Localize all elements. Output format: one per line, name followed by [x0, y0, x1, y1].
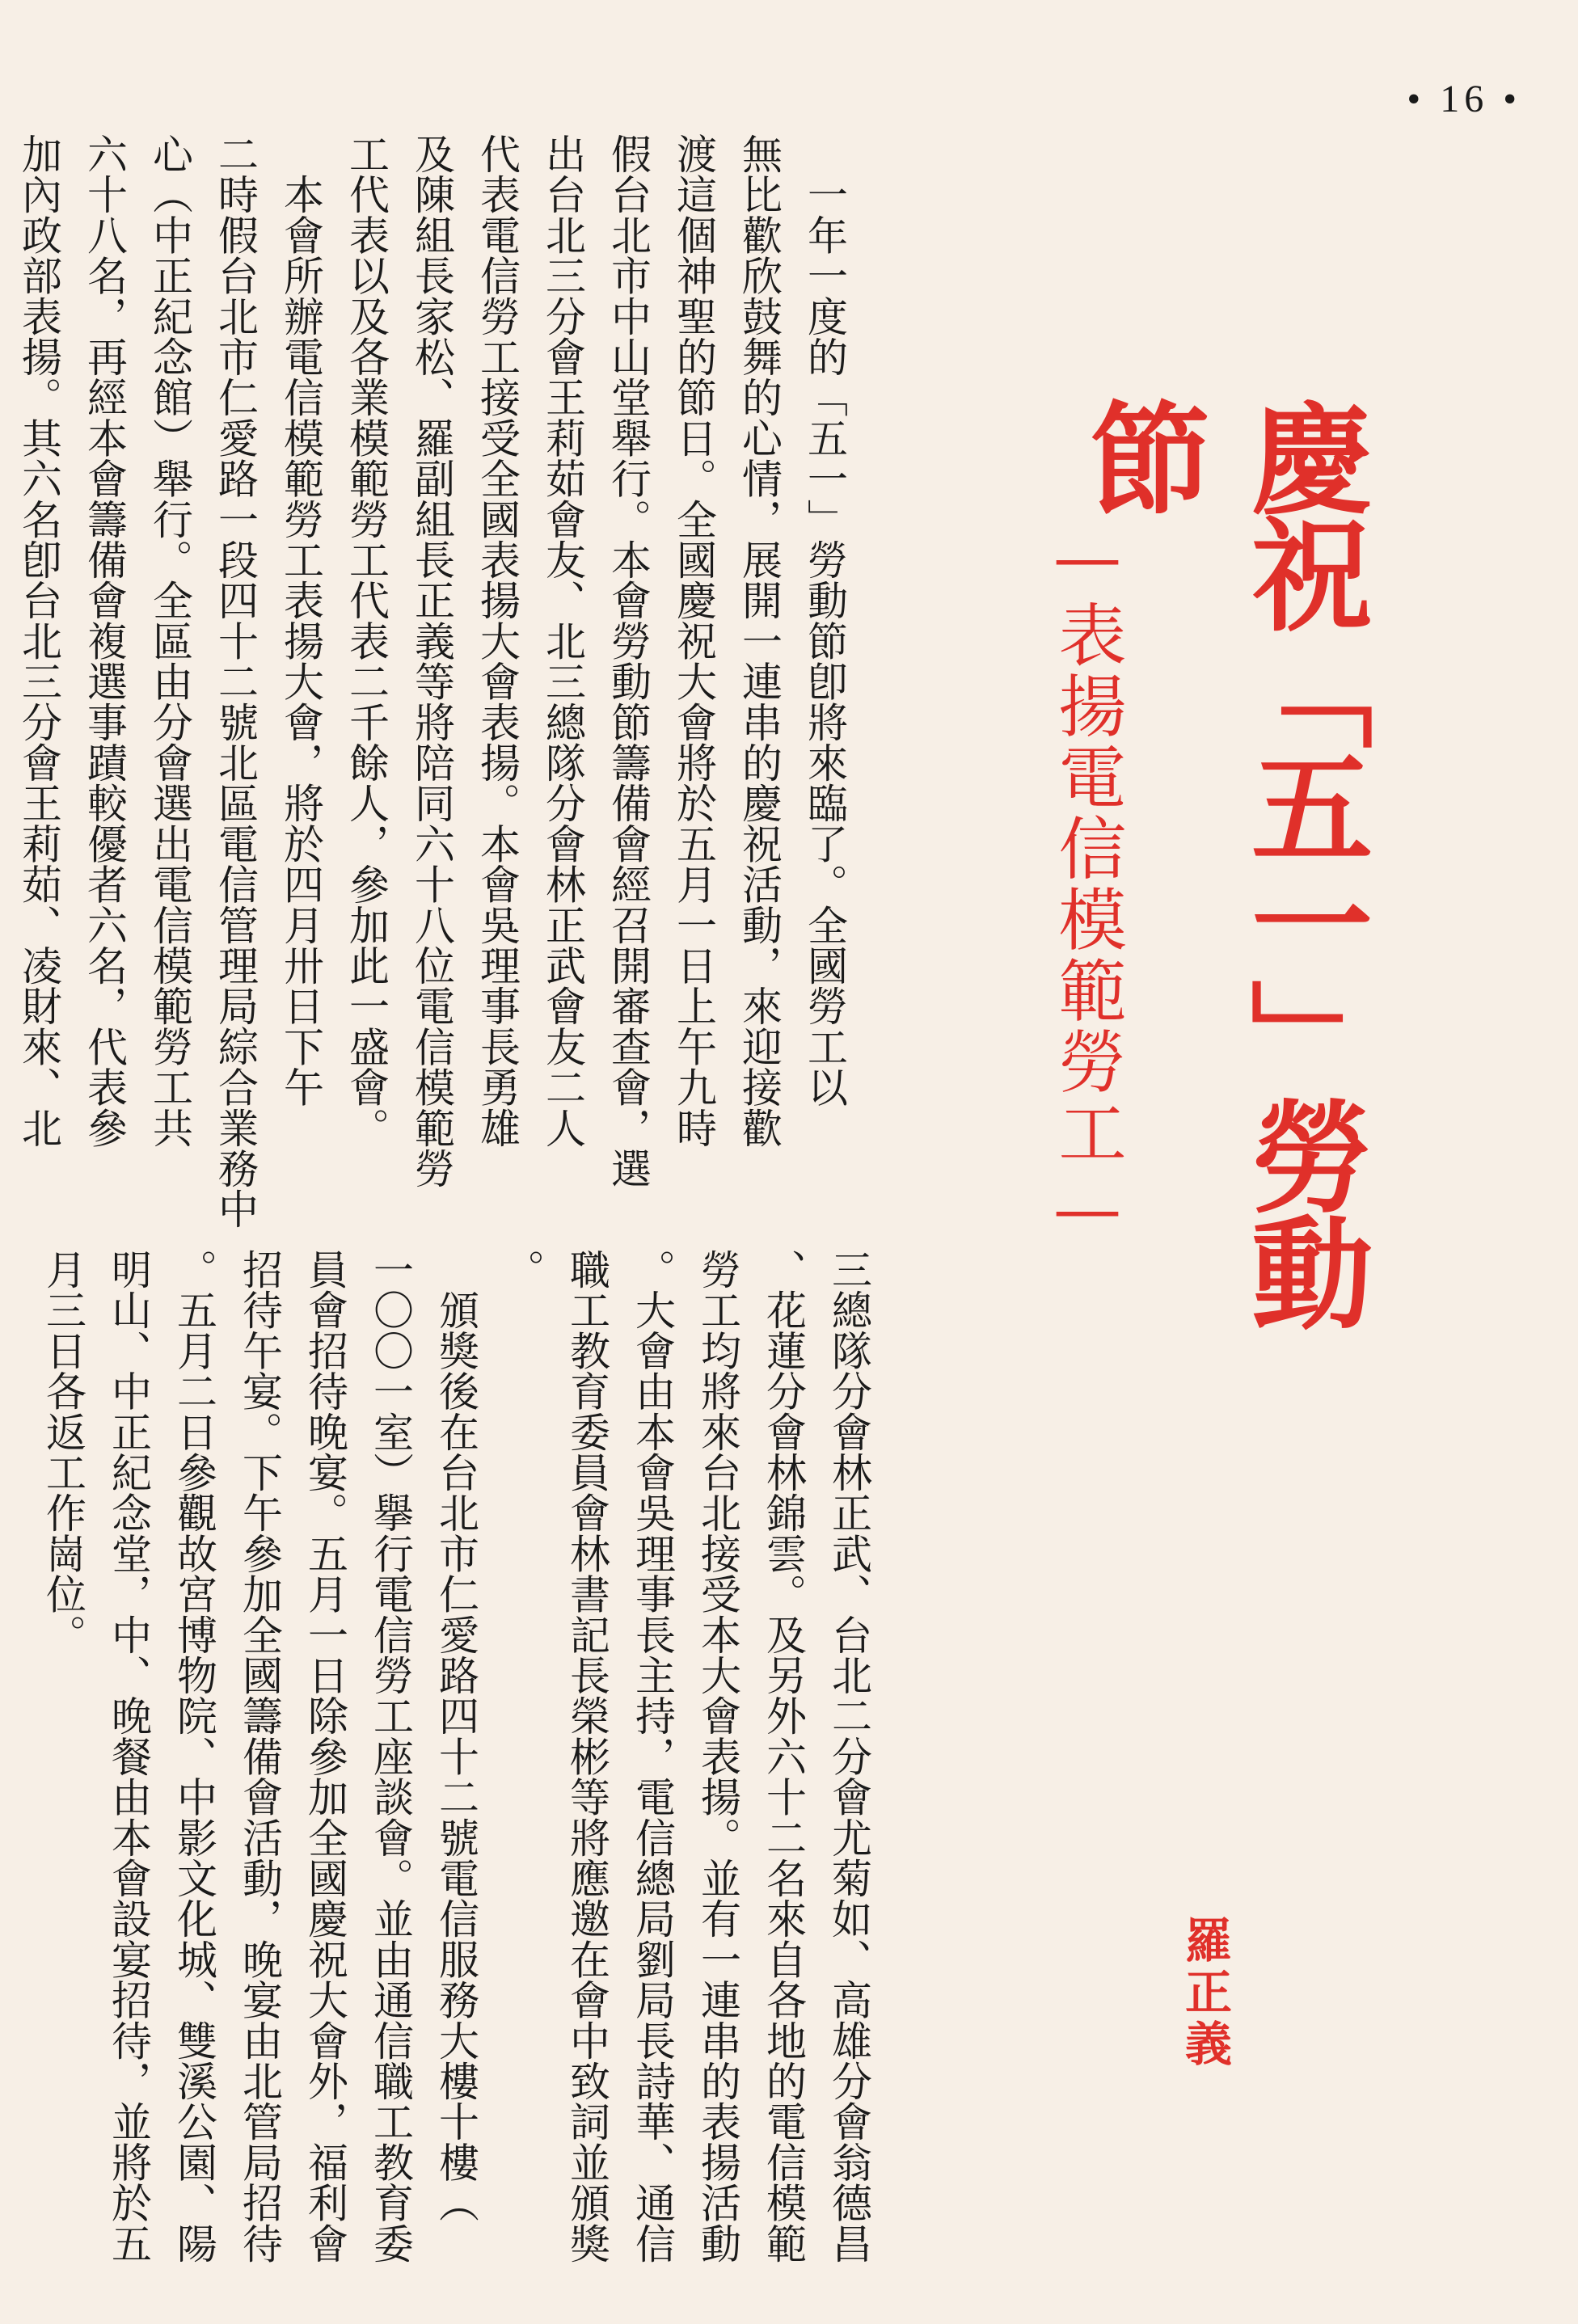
article-author: 羅正義 [1177, 1916, 1232, 2071]
article-subtitle: —表揚電信模範勞工— [1048, 517, 1127, 1251]
article-title: 慶祝「五一」勞動節 [1069, 396, 1373, 1327]
page-number: • 16 • [1407, 78, 1521, 120]
article-body-upper: 一年一度的「五一」勞動節卽將來臨了。全國勞工以 無比歡欣鼓舞的心情，展開一連串的慶祝活動，來迎接歡 渡這個神聖的節日。全國慶祝大會將於五月一日上午九時 假台北市中山堂舉行。本會勞動節籌備會經召開審查會，選 出台北三分會王莉茹會友、北三總隊分會林正武會友二人 代表電信勞工接受全國表揚大會表揚。本會吳理事長勇雄 及陳組長家松、羅副組長正義等將陪同六十八位電信模範勞 工代表以及各業模範勞工代表二千餘人，參加此一盛會。 本會所辦電信模範勞工表揚大會，將於四月卅日下午 二時假台北市仁愛路一段四十二號北區電信管理局綜合業務中 心（中正紀念館）舉行。全區由分會選出電信模範勞工共 六十八名，再經本會籌備會複選事蹟較優者六名，代表參 加內政部表揚。其六名卽台北三分會王莉茹、凌財來、北 [15, 133, 848, 1229]
article-body-lower: 三總隊分會林正武、台北二分會尤菊如、高雄分會翁德昌 、花蓮分會林錦雲。及另外六十二名來自各地的電信模範 勞工均將來台北接受本大會表揚。並有一連串的表揚活動 。大會由本會吳理事長主持，電信總局劉局長詩華、通信 職工教育委員會林書記長榮彬等將應邀在會中致詞並頒獎 。 頒獎後在台北市仁愛路四十二號電信服務大樓十樓（ 一〇〇一室）擧行電信勞工座談會。並由通信職工教育委 員會招待晚宴。五月一日除參加全國慶祝大會外，福利會 招待午宴。下午參加全國籌備會活動，晚宴由北管局招待 。五月二日參觀故宮博物院、中影文化城、雙溪公園、陽 明山、中正紀念堂，中、晚餐由本會設宴招待，並將於五 月三日各返工作崗位。 [40, 1249, 872, 2263]
